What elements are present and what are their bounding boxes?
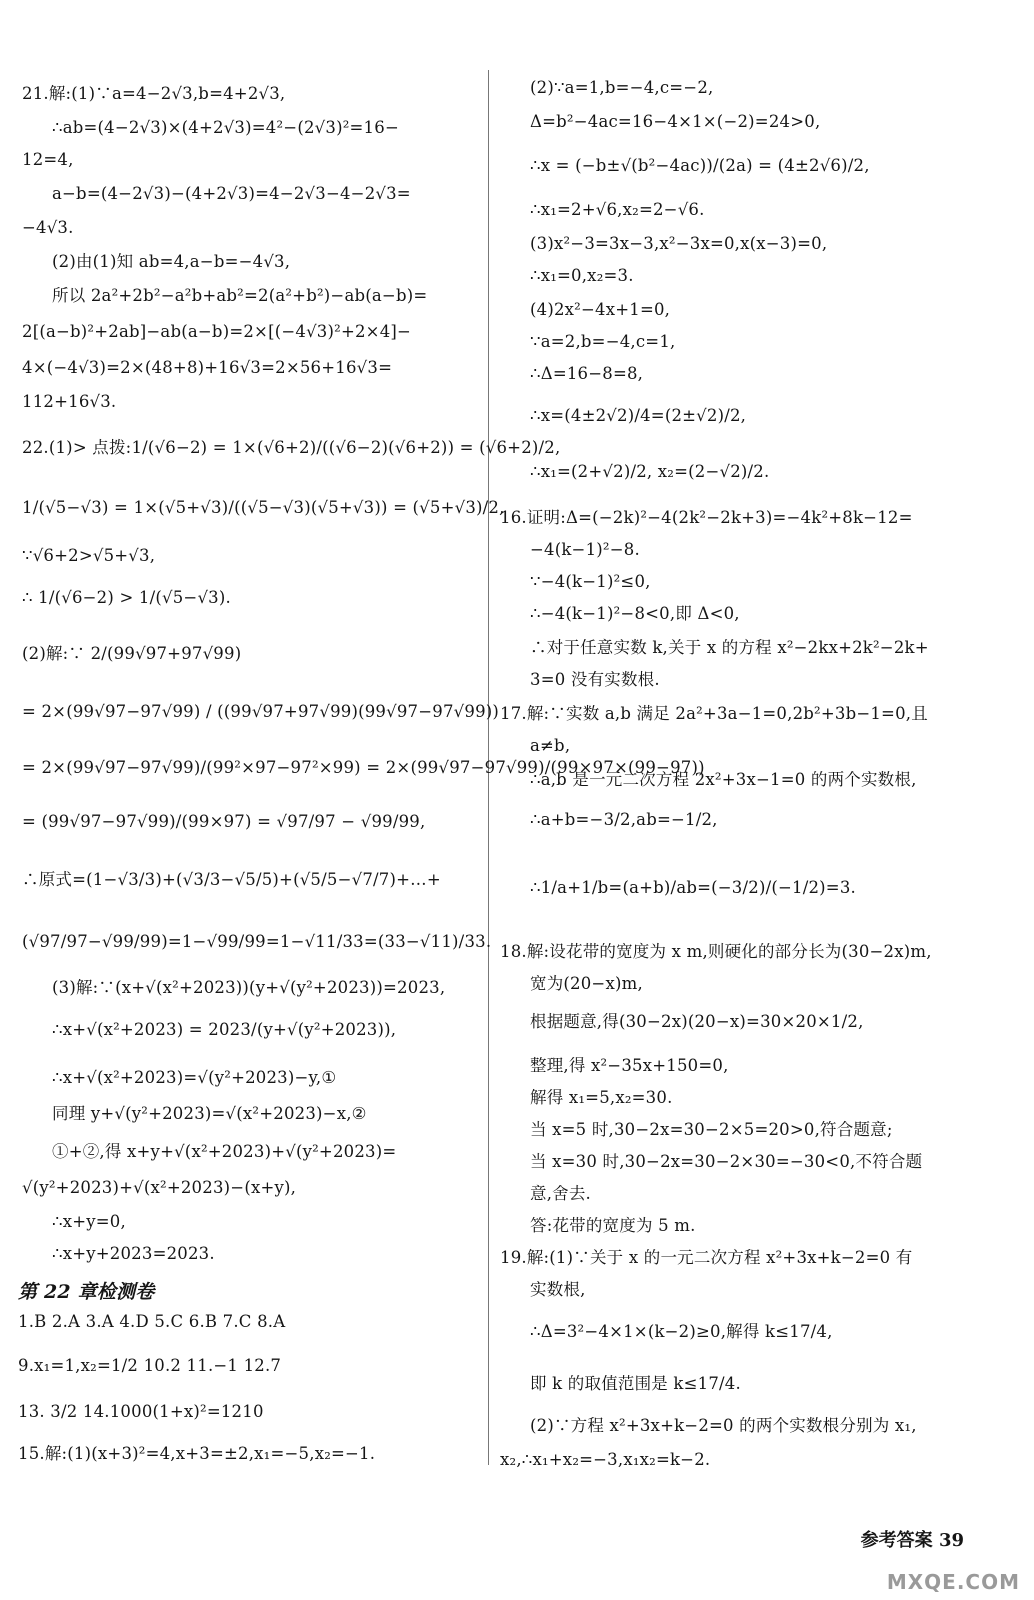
text-line: x₂,∴x₁+x₂=−3,x₁x₂=k−2. bbox=[500, 1450, 711, 1469]
text-line: ∴−4(k−1)²−8<0,即 Δ<0, bbox=[530, 604, 740, 623]
text-line: (4)2x²−4x+1=0, bbox=[530, 300, 671, 319]
text-line: ∴a+b=−3/2,ab=−1/2, bbox=[530, 810, 718, 829]
text-line: ∴x₁=0,x₂=3. bbox=[530, 266, 634, 285]
text-line: 4×(−4√3)=2×(48+8)+16√3=2×56+16√3= bbox=[22, 358, 393, 377]
text-line: ①+②,得 x+y+√(x²+2023)+√(y²+2023)= bbox=[52, 1142, 397, 1161]
text-line: 112+16√3. bbox=[22, 392, 117, 411]
watermark: MXQE.COM bbox=[886, 1570, 1020, 1594]
text-line: ∵√6+2>√5+√3, bbox=[22, 546, 156, 565]
text-line: ∵−4(k−1)²≤0, bbox=[530, 572, 651, 591]
text-line: 根据题意,得(30−2x)(20−x)=30×20×1/2, bbox=[530, 1012, 864, 1031]
text-line: a−b=(4−2√3)−(4+2√3)=4−2√3−4−2√3= bbox=[52, 184, 411, 203]
text-line: (√97/97−√99/99)=1−√99/99=1−√11/33=(33−√11)/33. bbox=[22, 932, 492, 951]
text-line: 18.解:设花带的宽度为 x m,则硬化的部分长为(30−2x)m, bbox=[500, 942, 932, 961]
text-line: 解得 x₁=5,x₂=30. bbox=[530, 1088, 673, 1107]
text-line: ∴x₁=2+√6,x₂=2−√6. bbox=[530, 200, 705, 219]
text-line: ∴Δ=3²−4×1×(k−2)≥0,解得 k≤17/4, bbox=[530, 1322, 833, 1341]
text-line: (3)解:∵(x+√(x²+2023))(y+√(y²+2023))=2023, bbox=[52, 978, 446, 997]
text-line: (2)解:∵ 2/(99√97+97√99) bbox=[22, 644, 242, 663]
text-line: ∴对于任意实数 k,关于 x 的方程 x²−2kx+2k²−2k+ bbox=[530, 638, 929, 657]
text-line: 意,舍去. bbox=[530, 1184, 591, 1203]
text-line: 同理 y+√(y²+2023)=√(x²+2023)−x,② bbox=[52, 1104, 367, 1123]
text-line: (3)x²−3=3x−3,x²−3x=0,x(x−3)=0, bbox=[530, 234, 828, 253]
page-footer: 参考答案 39 bbox=[860, 1530, 964, 1551]
text-line: 即 k 的取值范围是 k≤17/4. bbox=[530, 1374, 741, 1393]
text-line: 2[(a−b)²+2ab]−ab(a−b)=2×[(−4√3)²+2×4]− bbox=[22, 322, 412, 341]
text-line: ∴1/a+1/b=(a+b)/ab=(−3/2)/(−1/2)=3. bbox=[530, 878, 856, 897]
text-line: ∴x = (−b±√(b²−4ac))/(2a) = (4±2√6)/2, bbox=[530, 156, 870, 175]
text-line: 实数根, bbox=[530, 1280, 586, 1299]
answer-line: 13. 3/2 14.1000(1+x)²=1210 bbox=[18, 1402, 264, 1421]
text-line: ∴ab=(4−2√3)×(4+2√3)=4²−(2√3)²=16− bbox=[52, 118, 399, 137]
text-line: ∴x+y+2023=2023. bbox=[52, 1244, 215, 1263]
text-line: = 2×(99√97−97√99)/(99²×97−97²×99) = 2×(99√97−97√99)/(99×97×(99−97)) bbox=[22, 758, 705, 777]
text-line: = (99√97−97√99)/(99×97) = √97/97 − √99/99, bbox=[22, 812, 426, 831]
text-line: 宽为(20−x)m, bbox=[530, 974, 643, 993]
text-line: 17.解:∵实数 a,b 满足 2a²+3a−1=0,2b²+3b−1=0,且 bbox=[500, 704, 928, 723]
text-line: = 2×(99√97−97√99) / ((99√97+97√99)(99√97−97√99)) bbox=[22, 702, 500, 721]
text-line: 12=4, bbox=[22, 150, 74, 169]
text-line: ∵a=2,b=−4,c=1, bbox=[530, 332, 676, 351]
text-line: 3=0 没有实数根. bbox=[530, 670, 660, 689]
text-line: 当 x=30 时,30−2x=30−2×30=−30<0,不符合题 bbox=[530, 1152, 923, 1171]
text-line: 16.证明:Δ=(−2k)²−4(2k²−2k+3)=−4k²+8k−12= bbox=[500, 508, 913, 527]
section-heading: 第 22 章检测卷 bbox=[18, 1281, 155, 1303]
text-line: ∴x₁=(2+√2)/2, x₂=(2−√2)/2. bbox=[530, 462, 770, 481]
text-line: Δ=b²−4ac=16−4×1×(−2)=24>0, bbox=[530, 112, 821, 131]
text-line: ∴x+√(x²+2023)=√(y²+2023)−y,① bbox=[52, 1068, 337, 1087]
text-line: a≠b, bbox=[530, 736, 571, 755]
answer-line: 15.解:(1)(x+3)²=4,x+3=±2,x₁=−5,x₂=−1. bbox=[18, 1444, 376, 1463]
text-line: 21.解:(1)∵a=4−2√3,b=4+2√3, bbox=[22, 84, 286, 103]
text-line: 答:花带的宽度为 5 m. bbox=[530, 1216, 696, 1235]
text-line: 22.(1)> 点拨:1/(√6−2) = 1×(√6+2)/((√6−2)(√6+2)) = (√6+2)/2, bbox=[22, 438, 561, 457]
text-line: −4(k−1)²−8. bbox=[530, 540, 640, 559]
text-line: 当 x=5 时,30−2x=30−2×5=20>0,符合题意; bbox=[530, 1120, 893, 1139]
text-line: 19.解:(1)∵关于 x 的一元二次方程 x²+3x+k−2=0 有 bbox=[500, 1248, 913, 1267]
text-line: √(y²+2023)+√(x²+2023)−(x+y), bbox=[22, 1178, 297, 1197]
text-line: −4√3. bbox=[22, 218, 74, 237]
text-line: ∴x+y=0, bbox=[52, 1212, 126, 1231]
answer-line: 9.x₁=1,x₂=1/2 10.2 11.−1 12.7 bbox=[18, 1356, 282, 1375]
text-line: ∴Δ=16−8=8, bbox=[530, 364, 644, 383]
text-line: ∴原式=(1−√3/3)+(√3/3−√5/5)+(√5/5−√7/7)+…+ bbox=[22, 870, 441, 889]
text-line: 1/(√5−√3) = 1×(√5+√3)/((√5−√3)(√5+√3)) = (√5+√3)/2, bbox=[22, 498, 505, 517]
text-line: ∴x+√(x²+2023) = 2023/(y+√(y²+2023)), bbox=[52, 1020, 397, 1039]
text-line: ∴x=(4±2√2)/4=(2±√2)/2, bbox=[530, 406, 747, 425]
text-line: (2)∵方程 x²+3x+k−2=0 的两个实数根分别为 x₁, bbox=[530, 1416, 917, 1435]
text-line: (2)∵a=1,b=−4,c=−2, bbox=[530, 78, 714, 97]
answer-line: 1.B 2.A 3.A 4.D 5.C 6.B 7.C 8.A bbox=[18, 1312, 286, 1331]
text-line: 所以 2a²+2b²−a²b+ab²=2(a²+b²)−ab(a−b)= bbox=[52, 286, 428, 305]
text-line: 整理,得 x²−35x+150=0, bbox=[530, 1056, 729, 1075]
text-line: (2)由(1)知 ab=4,a−b=−4√3, bbox=[52, 252, 291, 271]
text-line: ∴ 1/(√6−2) > 1/(√5−√3). bbox=[22, 588, 231, 607]
text-line: ∴a,b 是一元二次方程 2x²+3x−1=0 的两个实数根, bbox=[530, 770, 917, 789]
